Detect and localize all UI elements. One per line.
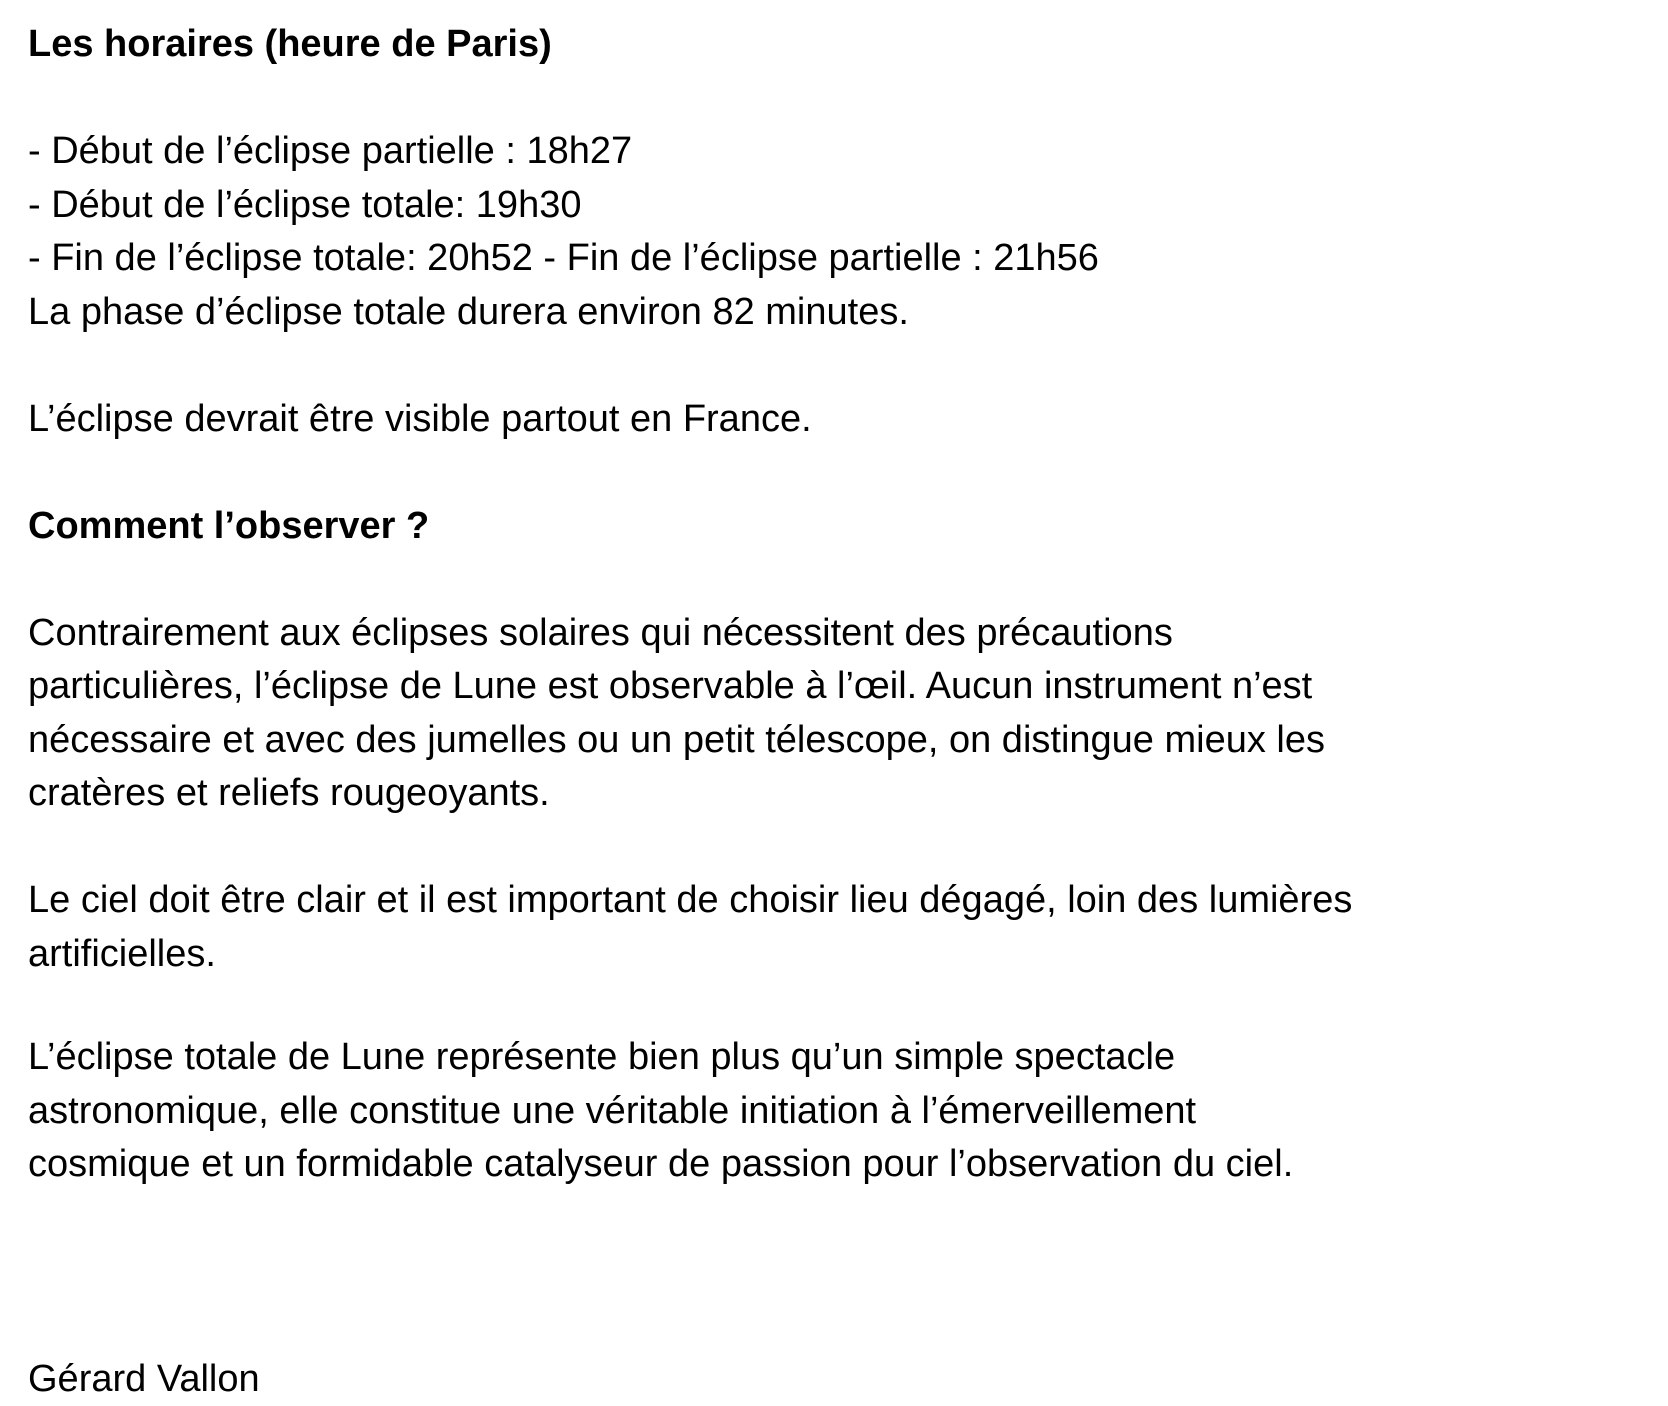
spacer: [28, 981, 1658, 1031]
schedule-list: [28, 125, 1658, 286]
document-page: [28, 18, 1658, 1406]
duration-text: La phase d’éclipse totale durera environ 82 minutes.: [28, 286, 1658, 340]
observe-paragraph-1: [28, 607, 1658, 821]
paragraph-line: Contrairement aux éclipses solaires qui nécessitent des précautions: [28, 607, 1658, 661]
schedule-item-total-start: - Début de l’éclipse totale: 19h30: [28, 179, 1658, 233]
visibility-text: L’éclipse devrait être visible partout en France.: [28, 393, 1658, 447]
paragraph-line: particulières, l’éclipse de Lune est observable à l’œil. Aucun instrument n’est: [28, 660, 1658, 714]
author-signature: Gérard Vallon: [28, 1353, 1658, 1406]
observe-paragraph-3: [28, 1031, 1658, 1192]
spacer: [28, 72, 1658, 126]
schedule-item-partial-start: - Début de l’éclipse partielle : 18h27: [28, 125, 1658, 179]
paragraph-line: cosmique et un formidable catalyseur de passion pour l’observation du ciel.: [28, 1138, 1658, 1192]
observe-heading: Comment l’observer ?: [28, 500, 1658, 554]
schedule-item-ends: - Fin de l’éclipse totale: 20h52 - Fin de l’éclipse partielle : 21h56: [28, 232, 1658, 286]
paragraph-line: L’éclipse totale de Lune représente bien plus qu’un simple spectacle: [28, 1031, 1658, 1085]
spacer: [28, 553, 1658, 607]
paragraph-line: astronomique, elle constitue une véritable initiation à l’émerveillement: [28, 1085, 1658, 1139]
observe-paragraph-2: [28, 874, 1658, 981]
spacer: [28, 1192, 1658, 1353]
spacer: [28, 339, 1658, 393]
schedule-heading: Les horaires (heure de Paris): [28, 18, 1658, 72]
paragraph-line: Le ciel doit être clair et il est important de choisir lieu dégagé, loin des lumières: [28, 874, 1658, 928]
paragraph-line: artificielles.: [28, 928, 1658, 982]
spacer: [28, 821, 1658, 875]
spacer: [28, 446, 1658, 500]
paragraph-line: nécessaire et avec des jumelles ou un petit télescope, on distingue mieux les: [28, 714, 1658, 768]
paragraph-line: cratères et reliefs rougeoyants.: [28, 767, 1658, 821]
